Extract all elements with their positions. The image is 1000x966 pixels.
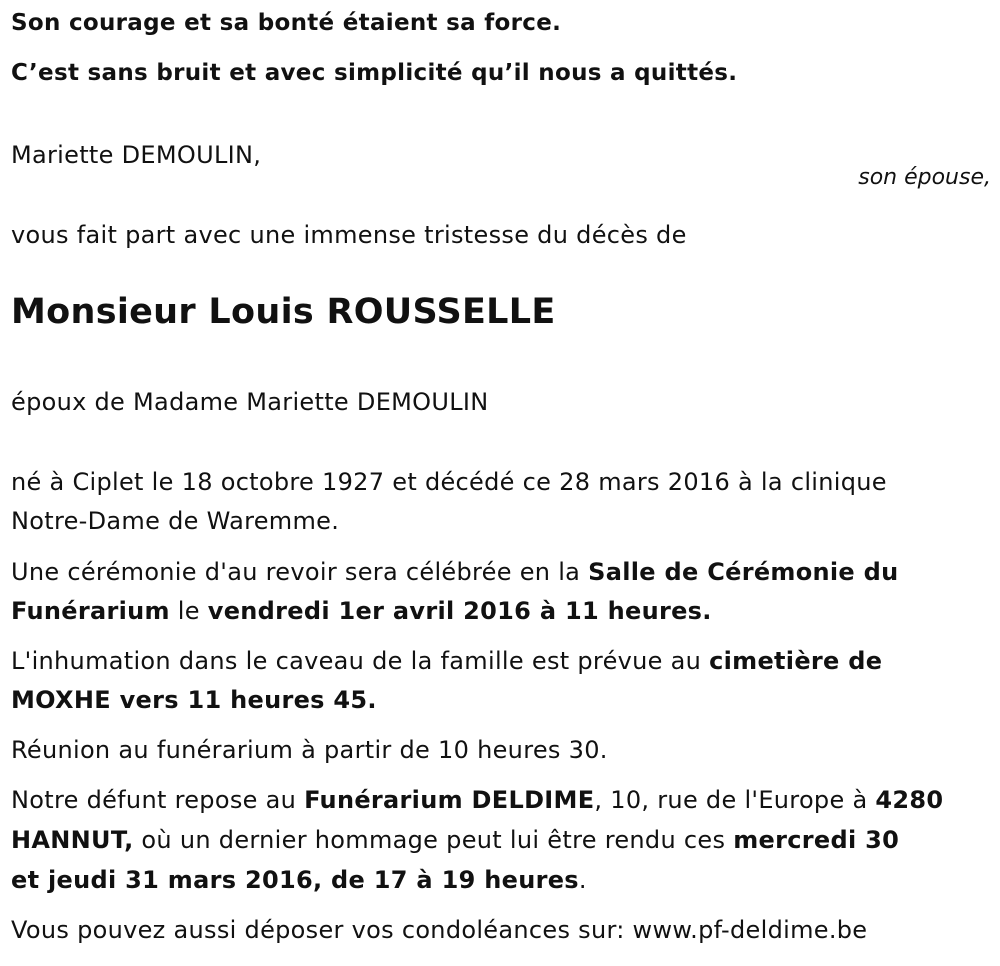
announcer-name: Mariette DEMOULIN,: [11, 141, 262, 169]
visit-dates-cont: et jeudi 31 mars 2016, de 17 à 19 heures: [11, 866, 579, 894]
funeral-home-address: , 10, rue de l'Europe à: [594, 786, 876, 814]
ceremony-datetime: vendredi 1er avril 2016 à 11 heures.: [207, 597, 712, 625]
visit-dates: mercredi 30: [733, 826, 900, 854]
burial-intro: L'inhumation dans le caveau de la famille est prévue au: [11, 647, 710, 675]
repose-end: .: [578, 866, 587, 894]
announcer-relation: son épouse,: [858, 165, 991, 190]
repose-line-3: [11, 866, 587, 894]
burial-place-time: MOXHE vers 11 heures 45.: [11, 686, 377, 714]
life-line-1: né à Ciplet le 18 octobre 1927 et décédé ce 28 mars 2016 à la clinique: [11, 468, 887, 496]
repose-line-1: [11, 786, 943, 814]
burial-place: cimetière de: [709, 647, 883, 675]
burial-line-2: [11, 686, 377, 714]
funeral-home-name: Funérarium DELDIME: [304, 786, 595, 814]
ceremony-place: Salle de Cérémonie du: [588, 558, 899, 586]
ceremony-place-cont: Funérarium: [11, 597, 170, 625]
quote-line-2: C’est sans bruit et avec simplicité qu’il nous a quittés.: [11, 60, 738, 86]
tribute-text: où un dernier hommage peut lui être rendu ces: [133, 826, 734, 854]
repose-intro: Notre défunt repose au: [11, 786, 305, 814]
deceased-name: Monsieur Louis ROUSSELLE: [11, 292, 556, 332]
life-line-2: Notre-Dame de Waremme.: [11, 507, 340, 535]
ceremony-line-1: [11, 558, 899, 586]
spouse-line: époux de Madame Mariette DEMOULIN: [11, 388, 489, 416]
repose-line-2: [11, 826, 899, 854]
ceremony-line-2: [11, 597, 712, 625]
meeting-line: Réunion au funérarium à partir de 10 heures 30.: [11, 736, 608, 764]
city-name: HANNUT,: [11, 826, 134, 854]
postal-code: 4280: [875, 786, 944, 814]
condolences-line: Vous pouvez aussi déposer vos condoléances sur: www.pf-deldime.be: [11, 916, 868, 944]
burial-line-1: [11, 647, 882, 675]
quote-line-1: Son courage et sa bonté étaient sa force.: [11, 10, 562, 36]
intro-text: vous fait part avec une immense tristesse du décès de: [11, 221, 687, 249]
ceremony-connector: le: [169, 597, 208, 625]
ceremony-intro: Une cérémonie d'au revoir sera célébrée en la: [11, 558, 589, 586]
